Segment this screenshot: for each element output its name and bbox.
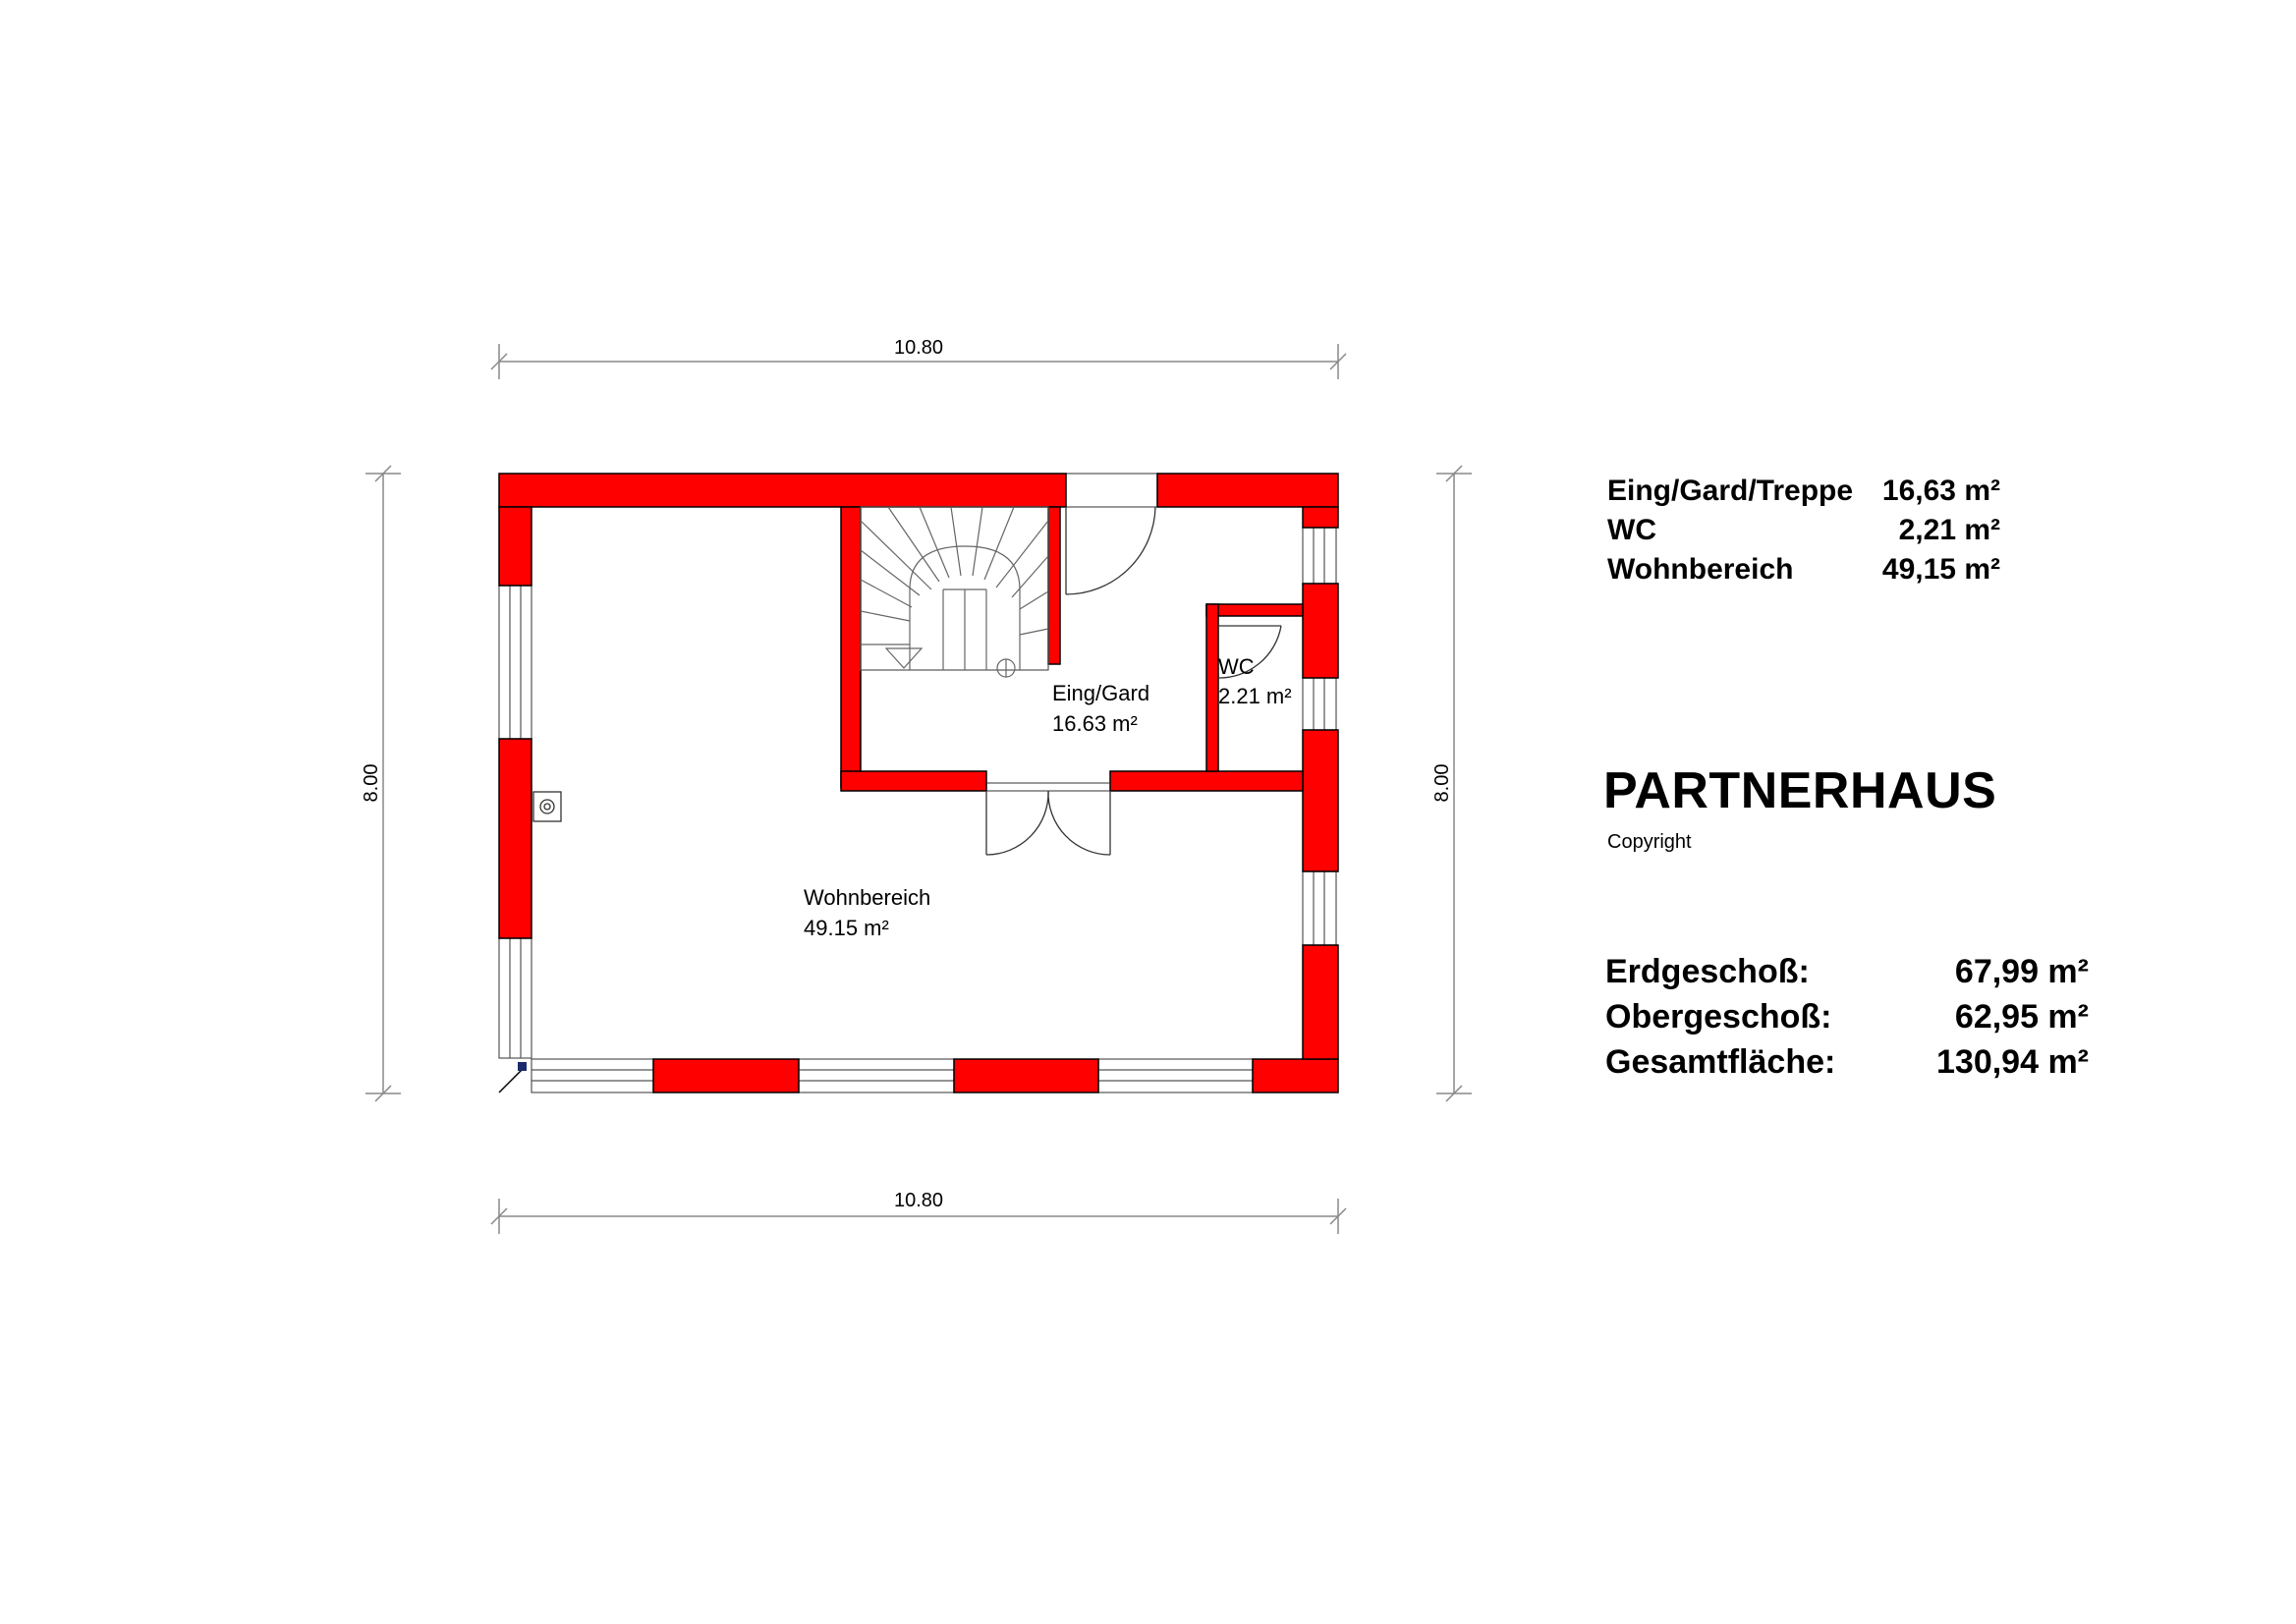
totals-label: Gesamtfläche: [1605, 1043, 1836, 1081]
room-table-name: Wohnbereich [1607, 553, 1794, 586]
dimension-right-label: 8.00 [1431, 763, 1453, 803]
copyright-text: Copyright [1607, 831, 1692, 853]
room-wc-name: WC [1218, 654, 1255, 679]
totals-row [1605, 1039, 2089, 1085]
room-wc-area: 2.21 m² [1218, 684, 1292, 708]
totals-value: 62,95 m² [1954, 998, 2089, 1036]
room-living-area: 49.15 m² [804, 916, 889, 940]
dimension-bottom-label: 10.80 [893, 1190, 944, 1211]
walls [499, 474, 1338, 1092]
area-totals [1605, 949, 2089, 1085]
brand-title: PARTNERHAUS [1603, 762, 1997, 819]
room-table-name: Eing/Gard/Treppe [1607, 475, 1854, 507]
corner-marker-icon [499, 1062, 527, 1092]
room-table-name: WC [1607, 514, 1656, 546]
room-table-area: 2,21 m² [1898, 514, 2000, 546]
chimney-icon [533, 792, 561, 821]
totals-row [1605, 949, 2089, 994]
table-row [1607, 550, 2000, 589]
room-entry-name: Eing/Gard [1052, 681, 1150, 705]
totals-row [1605, 994, 2089, 1039]
room-area-table [1607, 472, 2000, 589]
table-row [1607, 511, 2000, 550]
dimension-left-label: 8.00 [361, 763, 382, 803]
totals-label: Obergeschoß: [1605, 998, 1832, 1036]
room-table-area: 16,63 m² [1881, 475, 2000, 507]
staircase [861, 507, 1048, 677]
totals-value: 130,94 m² [1936, 1043, 2089, 1081]
room-living-name: Wohnbereich [804, 885, 931, 910]
table-row [1607, 472, 2000, 511]
totals-label: Erdgeschoß: [1605, 953, 1810, 990]
totals-value: 67,99 m² [1954, 953, 2089, 990]
room-entry-area: 16.63 m² [1052, 711, 1138, 736]
dimension-top-label: 10.80 [893, 337, 944, 359]
room-table-area: 49,15 m² [1881, 553, 2000, 586]
